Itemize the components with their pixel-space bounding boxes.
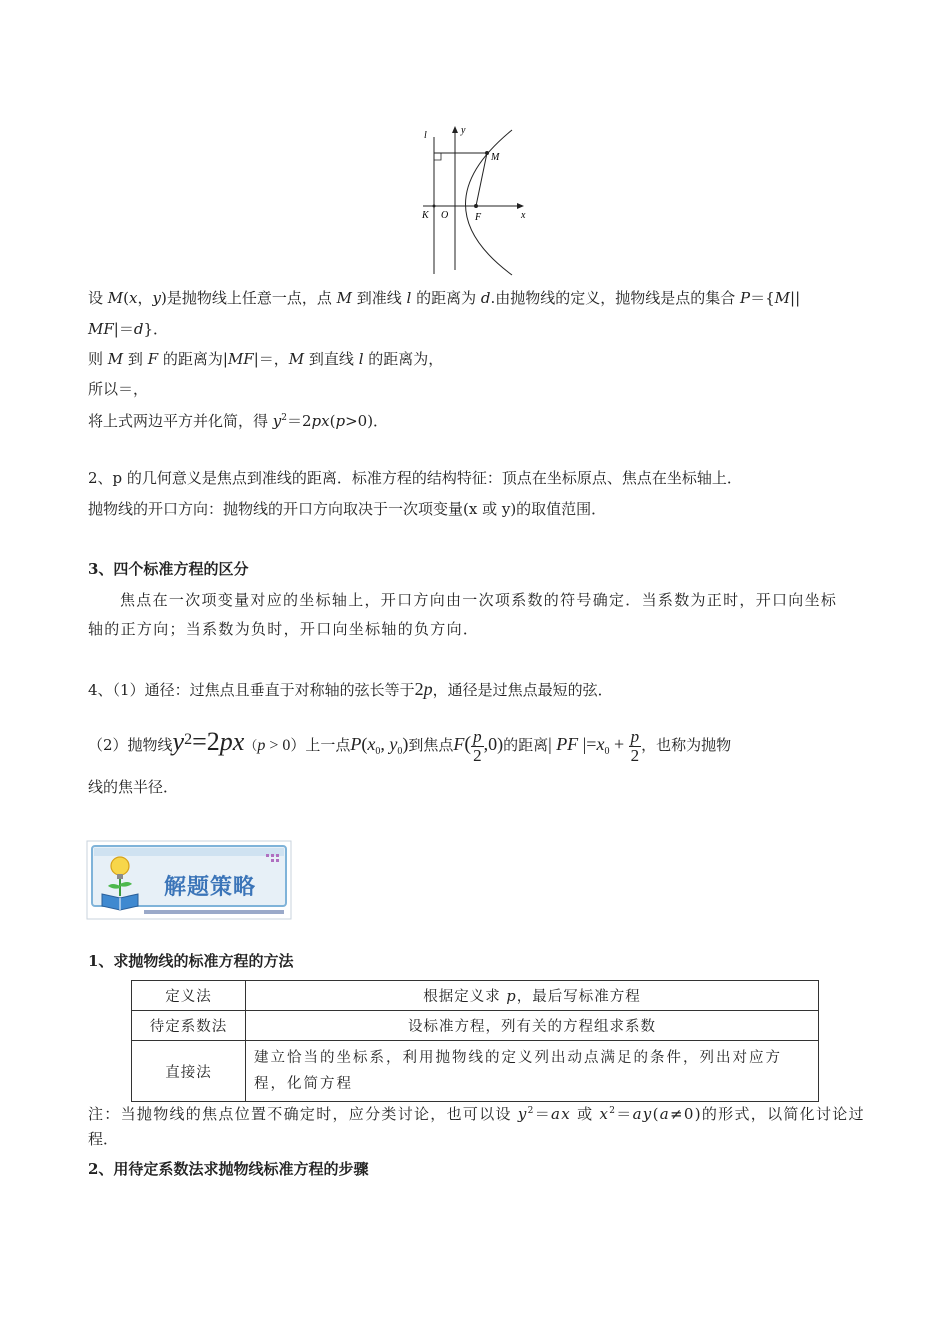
parabola-curve <box>466 130 513 275</box>
fraction-p-over-2: $\frac{p}{2}$ <box>473 726 482 765</box>
s2-line-2: 抛物线的开口方向：抛物线的开口方向取决于一次项变量(x 或 y)的取值范围． <box>88 500 607 518</box>
s3-line-1: 焦点在一次项变量对应的坐标轴上，开口方向由一次项系数的符号确定．当系数为正时，开口向坐标 <box>120 591 838 609</box>
y-axis-arrow <box>452 126 458 133</box>
s3-heading: 3、四个标准方程的区分 <box>88 560 249 578</box>
derivation-line-3: 则 M 到 F 的距离为|MF|＝，M 到直线 l 的距离为， <box>88 350 444 368</box>
s4-line-2: （2）抛物线$y^2=2px(p > 0)$上一点$P(x_0$, $y_0$)到焦点F( $\frac{p}{2}$ ,0)的距离| PF $|=x_0$ + $\frac{p}{2}$ ，也称为抛物 <box>88 726 732 765</box>
label-y: y <box>461 125 466 136</box>
strategy-note-line-1: 注：当抛物线的焦点位置不确定时，应分类讨论，也可以设 $y^2=ax$ 或 $x^2=ay(a\ne 0)$的形式，以简化讨论过 <box>88 1105 865 1123</box>
table-row <box>132 1011 819 1041</box>
derivation-line-5: 将上式两边平方并化简，得 $y^2=2px(p>0)$． <box>88 412 389 430</box>
table-row <box>132 981 819 1011</box>
point-m <box>485 151 489 155</box>
derivation-line-2: MF|＝d}． <box>88 320 168 338</box>
x-axis-arrow <box>517 203 524 209</box>
methods-table <box>131 980 819 1102</box>
label-k: K <box>422 210 429 221</box>
strategy-heading-1: 1、求抛物线的标准方程的方法 <box>88 952 294 970</box>
derivation-line-4: 所以＝， <box>88 380 149 398</box>
table-row <box>132 1041 819 1102</box>
desc-cell: 建立恰当的坐标系，利用抛物线的定义列出动点满足的条件，列出对应方 程，化简方程 <box>246 1041 819 1102</box>
s2-line-1: 2、p 的几何意义是焦点到准线的距离．标准方程的结构特征：顶点在坐标原点、焦点在坐标轴上． <box>88 469 742 487</box>
label-f: F <box>475 212 482 223</box>
label-o: O <box>441 210 449 221</box>
s4-line-3: 线的焦半径． <box>88 778 179 796</box>
label-x: x <box>521 210 526 221</box>
point-k <box>433 205 436 208</box>
point-f <box>474 204 478 208</box>
desc-cell: 根据定义求 p，最后写标准方程 <box>246 981 819 1011</box>
strategy-banner <box>86 840 292 920</box>
method-cell: 直接法 <box>132 1041 246 1102</box>
parabola-figure <box>415 122 535 278</box>
s3-line-2: 轴的正方向；当系数为负时，开口向坐标轴的负方向． <box>88 620 480 638</box>
s4-line-1: 4、（1）通径：过焦点且垂直于对称轴的弦长等于2p，通径是过焦点最短的弦． <box>88 679 613 699</box>
fraction-p-over-2-b: $\frac{p}{2}$ <box>630 726 640 765</box>
label-l: l <box>424 130 427 141</box>
strategy-heading-2: 2、用待定系数法求抛物线标准方程的步骤 <box>88 1160 369 1178</box>
banner-title: 解题策略 <box>164 875 257 900</box>
right-angle-mark <box>434 153 441 160</box>
lightbulb-book-icon <box>98 852 154 912</box>
label-m: M <box>491 152 500 163</box>
strategy-note-line-2: 程． <box>88 1130 119 1148</box>
derivation-line-1: 设 M(x，y)是抛物线上任意一点，点 M 到准线 l 的距离为 d.由抛物线的定义，抛物线是点的集合 P＝{M|| <box>88 289 801 307</box>
method-cell: 定义法 <box>132 981 246 1011</box>
method-cell: 待定系数法 <box>132 1011 246 1041</box>
desc-cell: 设标准方程，列有关的方程组求系数 <box>246 1011 819 1041</box>
